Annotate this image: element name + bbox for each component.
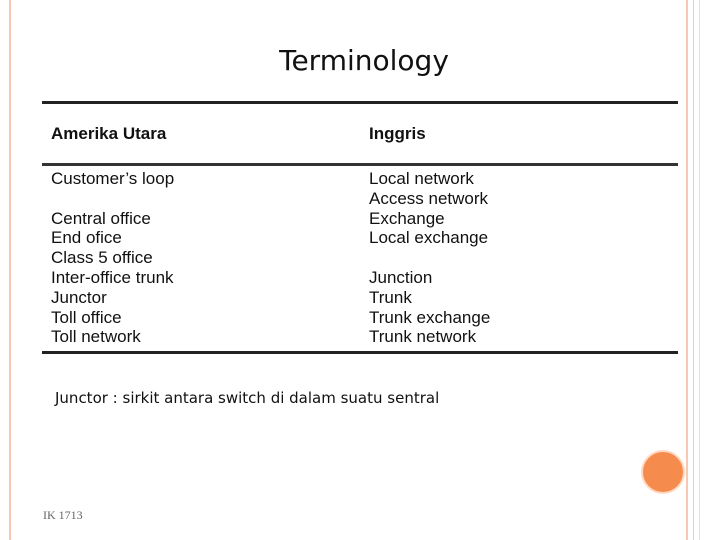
right-column [360,169,490,347]
slide-footer: IK 1713 [43,508,83,522]
slide-title: Terminology [279,44,449,77]
right-term: Local network [369,169,474,188]
slide-frame-right [686,0,720,540]
table-header-row [42,104,678,163]
table-bottom-rule [42,351,678,354]
left-column [42,169,360,347]
left-term [51,189,360,209]
right-term: Local exchange [369,228,489,248]
left-term: Class 5 office [51,248,153,268]
right-term: Access network [369,188,489,208]
left-term: Junctor [51,287,107,307]
header-amerika-utara: Amerika Utara [51,123,167,143]
right-term: Trunk [369,287,412,307]
right-term: Trunk exchange [369,307,491,327]
left-term: Inter-office trunk [51,267,174,287]
left-term: Central office [51,208,151,228]
right-term: Trunk network [369,327,477,347]
left-term: Toll office [51,307,122,327]
left-term: End ofice [51,228,122,248]
left-term: Toll network [51,327,141,347]
right-term: Exchange [369,208,445,228]
left-term: Customer’s loop [51,169,175,188]
decorative-circle [641,450,685,494]
header-inggris: Inggris [369,123,426,143]
junctor-note: Junctor : sirkit antara switch di dalam suatu sentral [55,389,440,407]
right-term [369,248,490,268]
table-body [42,166,678,351]
right-term: Junction [369,267,433,287]
slide-frame-left [9,0,11,540]
terminology-table [42,101,678,354]
